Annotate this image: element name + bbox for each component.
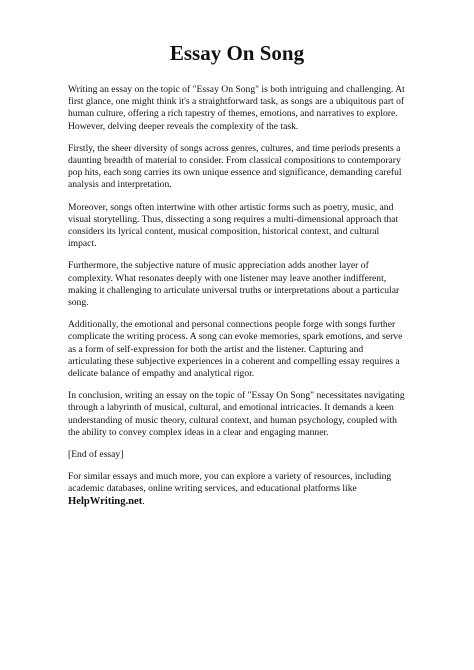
essay-body	[68, 84, 408, 518]
document-title: Essay On Song	[169, 41, 305, 65]
closing-paragraph	[68, 471, 408, 508]
paragraph-subjectivity: Furthermore, the subjective nature of music appreciation adds another layer of complexity. What resonates deeply with one listener may leave another indifferent, making it challenging to articulate universal truths or interpretations about a particular song.	[68, 260, 400, 309]
end-of-essay-marker: [End of essay]	[68, 449, 124, 461]
paragraph-emotional-connections: Additionally, the emotional and personal connections people forge with songs further complicate the writing process. A song can evoke memories, spark emotions, and serve as a form of self-expression for both the artist and the listener. Capturing and articulating these subjective experiences in a coherent and compelling essay requires a delicate balance of empathy and analytical rigor.	[68, 319, 403, 380]
paragraph-conclusion: In conclusion, writing an essay on the topic of "Essay On Song" necessitates navigating through a labyrinth of musical, cultural, and emotional intricacies. It demands a keen understanding of music theory, cultural context, and human psychology, coupled with the ability to convey complex ideas in a clear and engaging manner.	[68, 390, 405, 438]
paragraph-diversity: Firstly, the sheer diversity of songs across genres, cultures, and time periods presents a daunting breadth of material to consider. From classical compositions to contemporary pop hits, each song carries its own unique essence and significance, demanding careful analysis and interpretation.	[68, 142, 402, 191]
brand-name: HelpWriting.net	[68, 495, 143, 507]
paragraph-intro: Writing an essay on the topic of "Essay On Song" is both intriguing and challenging. At first glance, one might think it's a straightforward task, as songs are a ubiquitous part of human culture, offering a rich tapestry of themes, emotions, and narratives to explore. However, delving deeper reveals the complexity of the task.	[68, 84, 405, 132]
paragraph-artistic-forms: Moreover, songs often intertwine with other artistic forms such as poetry, music, and visual storytelling. Thus, dissecting a song requires a multi-dimensional approach that considers its lyrical content, musical composition, historical context, and cultural impact.	[68, 201, 399, 250]
closing-text: For similar essays and much more, you can explore a variety of resources, including academic databases, online writing services, and educational platforms like	[68, 471, 392, 495]
closing-period: .	[142, 495, 145, 507]
